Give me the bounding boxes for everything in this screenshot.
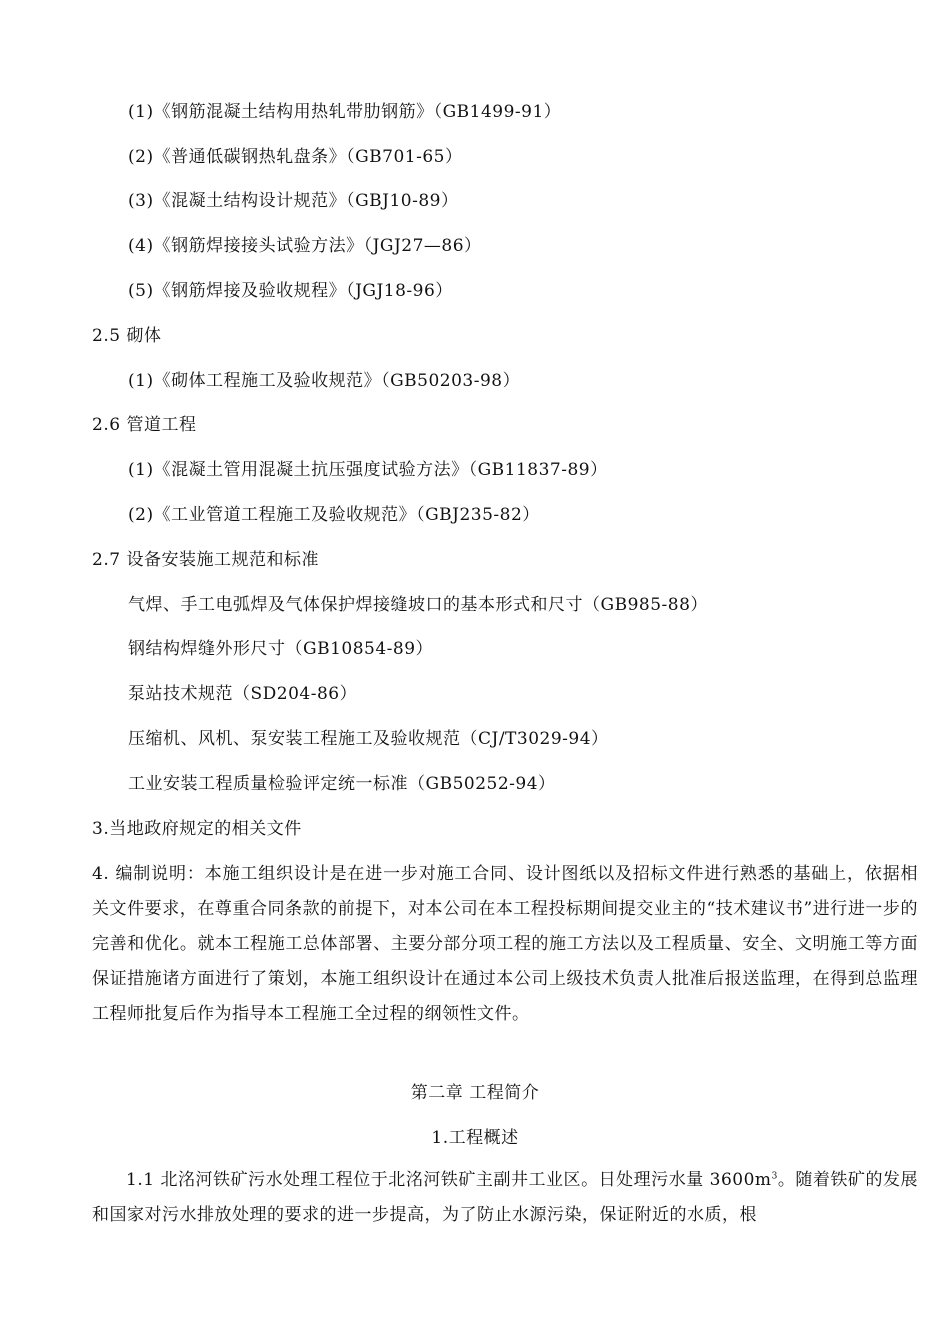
paragraph-text: 1.1 北洺河铁矿污水处理工程位于北洺河铁矿主副井工业区。日处理污水量 3600m [126, 1170, 772, 1190]
compilation-note-paragraph: 4. 编制说明：本施工组织设计是在进一步对施工合同、设计图纸以及招标文件进行熟悉的基础上，依据相关文件要求，在尊重合同条款的前提下，对本公司在本工程投标期间提交业主的“技术建议书”进行进一步的完善和优化。就本工程施工总体部署、主要分部分项工程的施工方法以及工程质量、安全、文明施工等方面保证措施诸方面进行了策划，本施工组织设计在通过本公司上级技术负责人批准后报送监理，在得到总监理工程师批复后作为指导本工程施工全过程的纲领性文件。 [92, 864, 918, 1024]
section-heading: 3.当地政府规定的相关文件 [92, 819, 302, 839]
unit-superscript: 3 [771, 1171, 778, 1182]
reference-item: 压缩机、风机、泵安装工程施工及验收规范（CJ/T3029-94） [128, 729, 609, 749]
reference-item: 气焊、手工电弧焊及气体保护焊接缝坡口的基本形式和尺寸（GB985-88） [128, 595, 708, 615]
reference-item: (4)《钢筋焊接接头试验方法》（JGJ27—86） [128, 236, 482, 256]
reference-item: 泵站技术规范（SD204-86） [128, 684, 358, 704]
reference-item: 钢结构焊缝外形尺寸（GB10854-89） [128, 639, 434, 659]
project-overview-paragraph [92, 1163, 918, 1233]
chapter-title: 第二章 工程简介 [410, 1083, 540, 1103]
section-heading: 2.5 砌体 [92, 326, 162, 346]
subsection-title: 1.工程概述 [431, 1128, 519, 1148]
reference-item: (1)《混凝土管用混凝土抗压强度试验方法》（GB11837-89） [128, 460, 608, 480]
reference-item: (2)《工业管道工程施工及验收规范》（GBJ235-82） [128, 505, 540, 525]
reference-item: (5)《钢筋焊接及验收规程》（JGJ18-96） [128, 281, 453, 301]
section-heading: 2.7 设备安装施工规范和标准 [92, 550, 319, 570]
reference-item: 工业安装工程质量检验评定统一标准（GB50252-94） [128, 774, 556, 794]
paragraph-text: 。随着铁矿的发展和国家对污水排放处理的要求的进一步提高，为了防止水源污染，保证附近的水质，根 [92, 1170, 918, 1225]
reference-item: (1)《钢筋混凝土结构用热轧带肋钢筋》（GB1499-91） [128, 102, 562, 122]
reference-item: (1)《砌体工程施工及验收规范》（GB50203-98） [128, 371, 521, 391]
reference-item: (2)《普通低碳钢热轧盘条》（GB701-65） [128, 147, 463, 167]
reference-item: (3)《混凝土结构设计规范》（GBJ10-89） [128, 191, 459, 211]
section-heading: 2.6 管道工程 [92, 415, 197, 435]
